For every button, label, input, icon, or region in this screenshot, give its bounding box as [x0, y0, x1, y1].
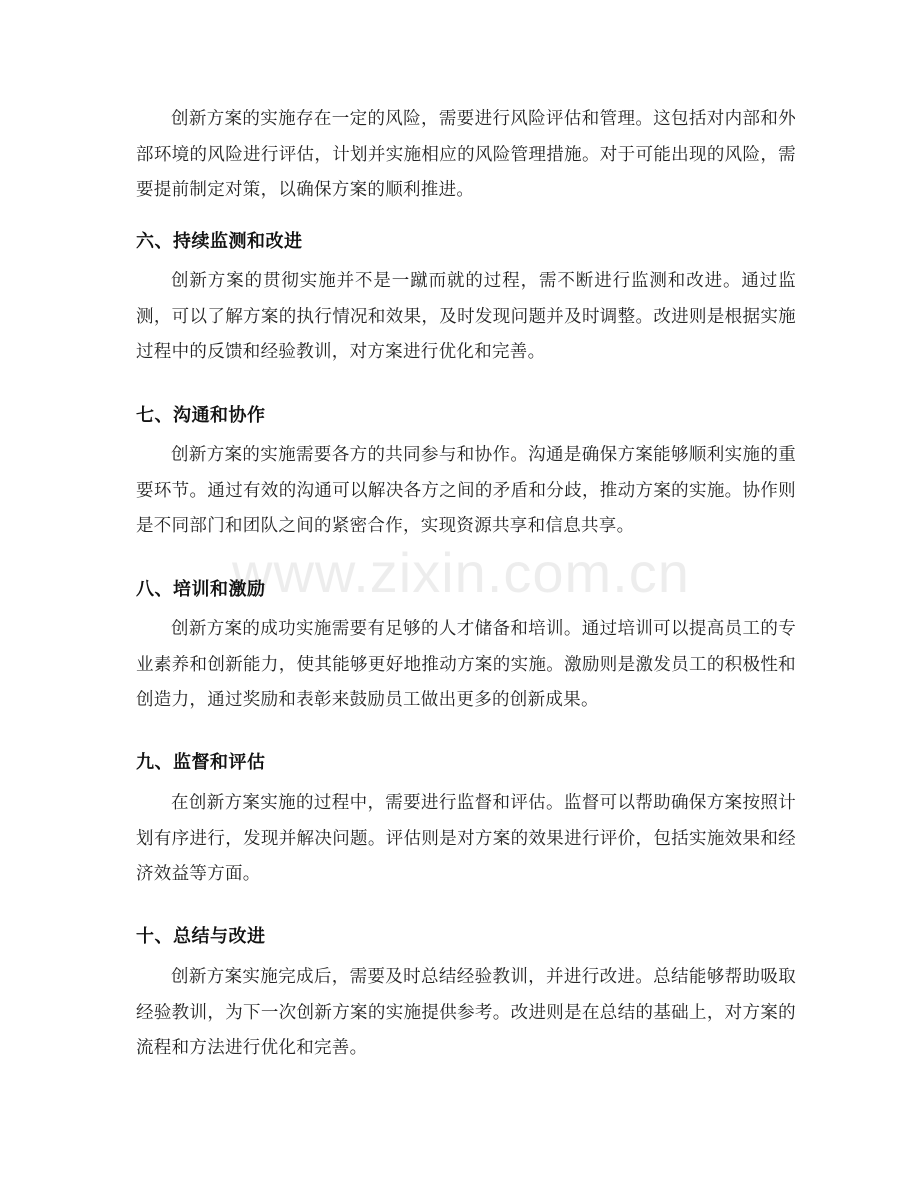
paragraph-risk-management: 创新方案的实施存在一定的风险，需要进行风险评估和管理。这包括对内部和外部环境的风险进行评估，计划并实施相应的风险管理措施。对于可能出现的风险，需要提前制定对策，以确保方案的顺利推进。	[136, 109, 796, 200]
section-heading-supervision: 九、监督和评估	[136, 752, 266, 773]
paragraph-summary: 创新方案实施完成后，需要及时总结经验教训，并进行改进。总结能够帮助吸取经验教训，为下一次创新方案的实施提供参考。改进则是在总结的基础上，对方案的流程和方法进行优化和完善。	[136, 967, 796, 1058]
watermark: www.zixin.com.cn	[232, 541, 690, 604]
section-heading-monitoring: 六、持续监测和改进	[136, 231, 303, 252]
section-heading-training: 八、培训和激励	[136, 579, 266, 600]
paragraph-communication: 创新方案的实施需要各方的共同参与和协作。沟通是确保方案能够顺利实施的重要环节。通过有效的沟通可以解决各方之间的矛盾和分歧，推动方案的实施。协作则是不同部门和团队之间的紧密合作，实现资源共享和信息共享。	[136, 445, 796, 536]
paragraph-monitoring: 创新方案的贯彻实施并不是一蹴而就的过程，需不断进行监测和改进。通过监测，可以了解方案的执行情况和效果，及时发现问题并及时调整。改进则是根据实施过程中的反馈和经验教训，对方案进行优化和完善。	[136, 271, 796, 362]
paragraph-supervision: 在创新方案实施的过程中，需要进行监督和评估。监督可以帮助确保方案按照计划有序进行，发现并解决问题。评估则是对方案的效果进行评价，包括实施效果和经济效益等方面。	[136, 793, 796, 884]
paragraph-training: 创新方案的成功实施需要有足够的人才储备和培训。通过培训可以提高员工的专业素养和创新能力，使其能够更好地推动方案的实施。激励则是激发员工的积极性和创造力，通过奖励和表彰来鼓励员工做出更多的创新成果。	[136, 619, 796, 710]
section-heading-summary: 十、总结与改进	[136, 926, 266, 947]
section-heading-communication: 七、沟通和协作	[136, 405, 266, 426]
